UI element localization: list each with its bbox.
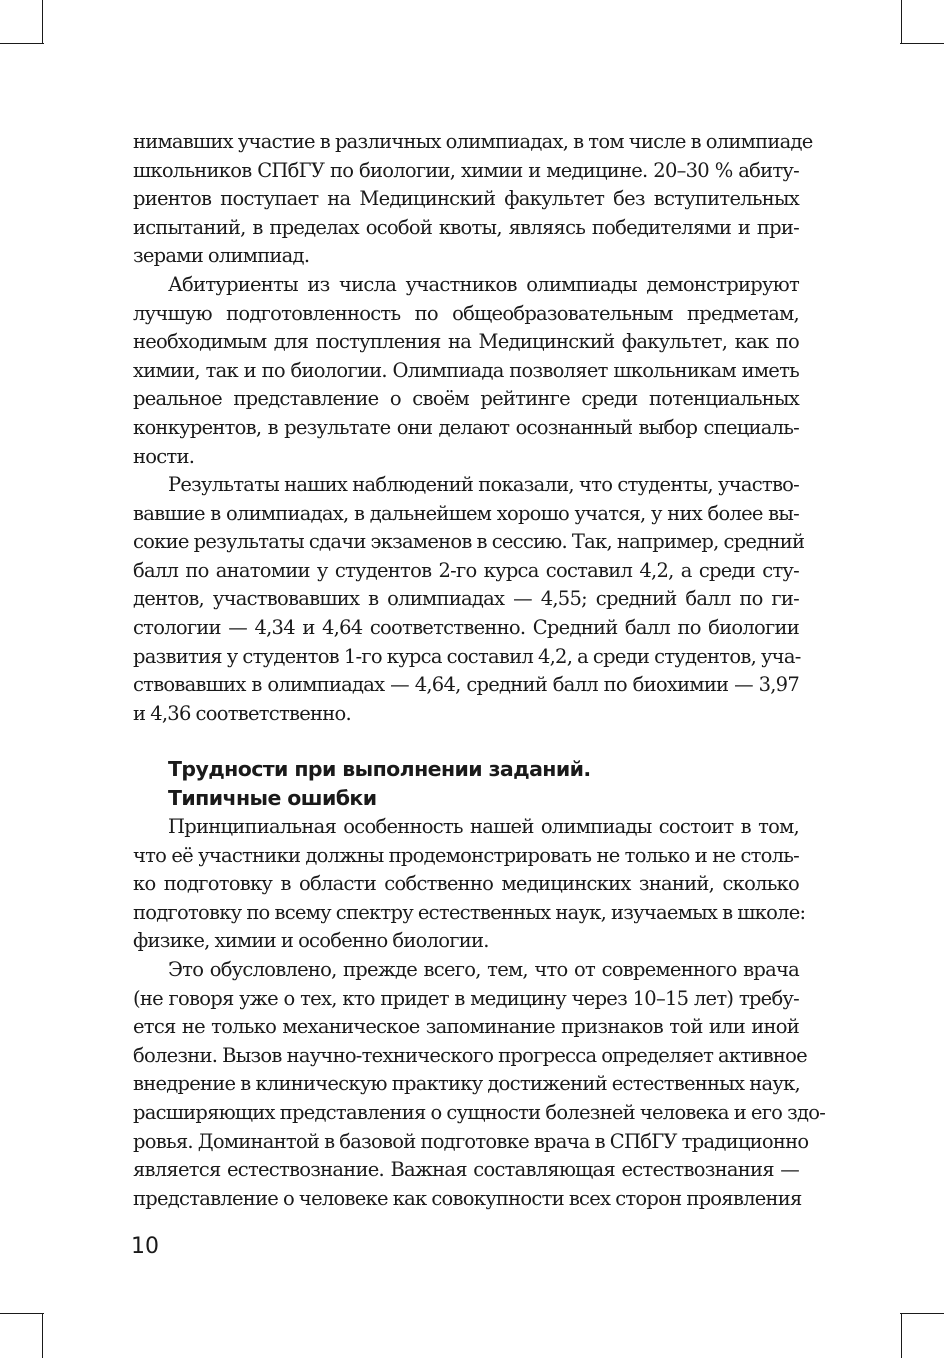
page-number: 10 — [131, 1234, 159, 1259]
crop-mark-bottom-left-horizontal — [0, 1313, 44, 1314]
paragraph-line: является естествознание. Важная составляющая естествознания — — [133, 1158, 799, 1182]
paragraph-line: ности. — [133, 444, 195, 468]
paragraph-line: ствовавших в олимпиадах — 4,64, средний балл по биохимии — 3,97 — [133, 673, 799, 697]
paragraph-line: дентов, участвовавших в олимпиадах — 4,55; средний балл по ги- — [133, 587, 799, 611]
paragraph-line: представление о человеке как совокупности всех сторон проявления — [133, 1186, 802, 1210]
paragraph-line: внедрение в клиническую практику достижений естественных наук, — [133, 1072, 800, 1096]
paragraph-line: (не говоря уже о тех, кто придет в медицину через 10–15 лет) требу- — [133, 986, 799, 1010]
paragraph-line: подготовку по всему спектру естественных наук, изучаемых в школе: — [133, 900, 806, 924]
crop-mark-top-right-horizontal — [900, 43, 944, 44]
paragraph-line: реальное представление о своём рейтинге среди потенциальных — [133, 387, 799, 411]
paragraph-line: Это обусловлено, прежде всего, тем, что от современного врача — [168, 958, 799, 981]
paragraph-line: развития у студентов 1-го курса составил 4,2, а среди студентов, уча- — [133, 644, 801, 668]
paragraph-5 — [133, 956, 826, 1213]
section-heading-line-1: Трудности при выполнении заданий. — [168, 757, 591, 781]
paragraph-line: балл по анатомии у студентов 2-го курса составил 4,2, а среди сту- — [133, 558, 799, 582]
paragraph-3 — [133, 471, 805, 728]
paragraph-line: что её участники должны продемонстрировать не только и не столь- — [133, 843, 799, 867]
paragraph-line: химии, так и по биологии. Олимпиада позволяет школьникам иметь — [133, 358, 799, 382]
paragraph-line: Результаты наших наблюдений показали, что студенты, участво- — [168, 473, 799, 496]
paragraph-line: зерами олимпиад. — [133, 244, 310, 268]
crop-mark-bottom-left-vertical — [42, 1314, 43, 1358]
paragraph-line: Принципиальная особенность нашей олимпиады состоит в том, — [168, 815, 799, 838]
paragraph-line: риентов поступает на Медицинский факультет без вступительных — [133, 187, 799, 211]
paragraph-line: и 4,36 соответственно. — [133, 701, 351, 725]
crop-mark-top-left-vertical — [42, 0, 43, 44]
paragraph-line: физике, химии и особенно биологии. — [133, 929, 489, 953]
crop-mark-bottom-right-vertical — [901, 1314, 902, 1358]
paragraph-line: лучшую подготовленность по общеобразовательным предметам, — [133, 301, 799, 325]
paragraph-line: испытаний, в пределах особой квоты, являясь победителями и при- — [133, 215, 799, 239]
paragraph-line: вавшие в олимпиадах, в дальнейшем хорошо учатся, у них более вы- — [133, 501, 799, 525]
paragraph-2 — [133, 271, 799, 471]
paragraph-line: школьников СПбГУ по биологии, химии и медицине. 20–30 % абиту- — [133, 158, 799, 182]
paragraph-4 — [133, 813, 806, 956]
paragraph-line: ровья. Доминантой в базовой подготовке врача в СПбГУ традиционно — [133, 1129, 809, 1153]
crop-mark-top-left-horizontal — [0, 43, 44, 44]
paragraph-line: конкурентов, в результате они делают осознанный выбор специаль- — [133, 415, 799, 439]
section-heading-line-2: Типичные ошибки — [168, 786, 377, 810]
section-heading — [168, 755, 808, 813]
paragraph-line: болезни. Вызов научно-технического прогресса определяет активное — [133, 1043, 807, 1067]
paragraph-line: нимавших участие в различных олимпиадах, в том числе в олимпиаде — [133, 130, 813, 153]
paragraph-line: ется не только механическое запоминание признаков той или иной — [133, 1015, 799, 1039]
paragraph-line: расширяющих представления о сущности болезней человека и его здо- — [133, 1100, 826, 1124]
paragraph-line: Абитуриенты из числа участников олимпиады демонстрируют — [168, 273, 799, 296]
crop-mark-bottom-right-horizontal — [900, 1313, 944, 1314]
crop-mark-top-right-vertical — [901, 0, 902, 44]
paragraph-line: необходимым для поступления на Медицинский факультет, как по — [133, 330, 799, 354]
paragraph-line: стологии — 4,34 и 4,64 соответственно. Средний балл по биологии — [133, 615, 799, 639]
paragraph-line: ко подготовку в области собственно медицинских знаний, сколько — [133, 872, 799, 896]
paragraph-line: сокие результаты сдачи экзаменов в сессию. Так, например, средний — [133, 530, 805, 554]
paragraph-1 — [133, 128, 813, 271]
